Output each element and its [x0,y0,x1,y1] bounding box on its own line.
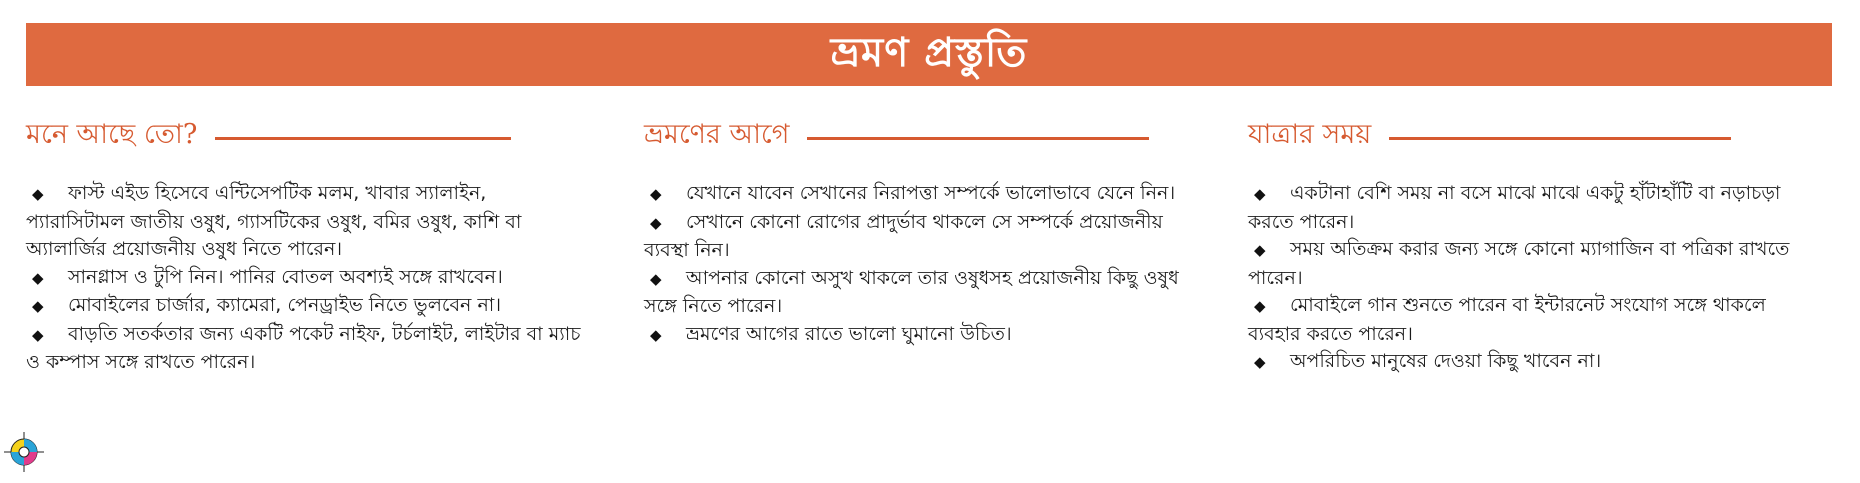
diamond-bullet-icon: ◆ [650,185,662,203]
section-before-travel [644,112,1204,349]
section-header [26,112,586,160]
section-title: মনে আছে তো? [26,118,198,150]
list-item [1248,180,1808,236]
diamond-bullet-icon: ◆ [650,213,662,232]
diamond-bullet-icon: ◆ [1254,185,1266,203]
section-during-travel [1248,112,1808,377]
list-item-text: আপনার কোনো অসুখ থাকলে তার ওষুধসহ প্রয়োজনীয় কিছু ওষুধ সঙ্গে নিতে পারেন। [644,266,1179,317]
section-header [644,112,1204,160]
list-item [1248,292,1808,348]
list-item-text: যেখানে যাবেন সেখানের নিরাপত্তা সম্পর্কে ভালোভাবে যেনে নিন। [686,182,1176,204]
section-title: ভ্রমণের আগে [644,118,790,150]
diamond-bullet-icon: ◆ [32,325,44,344]
diamond-bullet-icon: ◆ [650,269,662,288]
list-item-text: সময় অতিক্রম করার জন্য সঙ্গে কোনো ম্যাগাজিন বা পত্রিকা রাখতে পারেন। [1248,238,1790,289]
list-item-text: মোবাইলে গান শুনতে পারেন বা ইন্টারনেট সংযোগ সঙ্গে থাকলে ব্যবহার করতে পারেন। [1248,294,1766,345]
diamond-bullet-icon: ◆ [32,185,44,203]
section-remember [26,112,586,377]
list-item-text: ভ্রমণের আগের রাতে ভালো ঘুমানো উচিত। [686,322,1012,345]
list-item-text: ফাস্ট এইড হিসেবে এন্টিসেপটিক মলম, খাবার স্যালাইন, প্যারাসিটামল জাতীয় ওষুধ, গ্যাসটিকের ওষুধ, বমির ওষুধ, কাশি বা অ্যালার্জির প্রয়োজনীয় ওষুধ নিতে পারেন। [26,182,522,260]
list-item [26,321,586,377]
list-item [26,180,586,264]
list-item [644,321,1204,350]
registration-mark-icon [4,432,44,472]
list-item [644,209,1204,265]
section-header [1248,112,1808,160]
checklist [26,180,586,377]
checklist [1248,180,1808,377]
section-divider [807,137,1149,140]
list-item [26,264,586,293]
title-banner [26,23,1832,86]
list-item-text: অপরিচিত মানুষের দেওয়া কিছু খাবেন না। [1290,350,1602,372]
page-title: ভ্রমণ প্রস্তুতি [830,29,1028,76]
list-item-text: মোবাইলের চার্জার, ক্যামেরা, পেনড্রাইভ নিতে ভুলবেন না। [68,294,502,316]
section-title: যাত্রার সময় [1248,118,1372,150]
diamond-bullet-icon: ◆ [1254,297,1266,315]
diamond-bullet-icon: ◆ [1254,353,1266,371]
diamond-bullet-icon: ◆ [650,325,662,344]
list-item [26,292,586,321]
list-item [644,180,1204,209]
list-item [1248,348,1808,377]
list-item [1248,236,1808,292]
list-item-text: সেখানে কোনো রোগের প্রাদুর্ভাব থাকলে সে সম্পর্কে প্রয়োজনীয় ব্যবস্থা নিন। [644,210,1163,261]
diamond-bullet-icon: ◆ [32,297,44,315]
list-item [644,265,1204,321]
list-item-text: একটানা বেশি সময় না বসে মাঝে মাঝে একটু হাঁটাহাঁটি বা নড়াচড়া করতে পারেন। [1248,182,1781,233]
list-item-text: সানগ্লাস ও টুপি নিন। পানির বোতল অবশ্যই সঙ্গে রাখবেন। [68,265,503,288]
section-divider [215,137,511,140]
checklist [644,180,1204,349]
diamond-bullet-icon: ◆ [1254,241,1266,259]
diamond-bullet-icon: ◆ [32,268,44,287]
list-item-text: বাড়তি সতর্কতার জন্য একটি পকেট নাইফ, টর্চলাইট, লাইটার বা ম্যাচ ও কম্পাস সঙ্গে রাখতে পারেন। [26,322,581,373]
section-divider [1389,137,1731,140]
